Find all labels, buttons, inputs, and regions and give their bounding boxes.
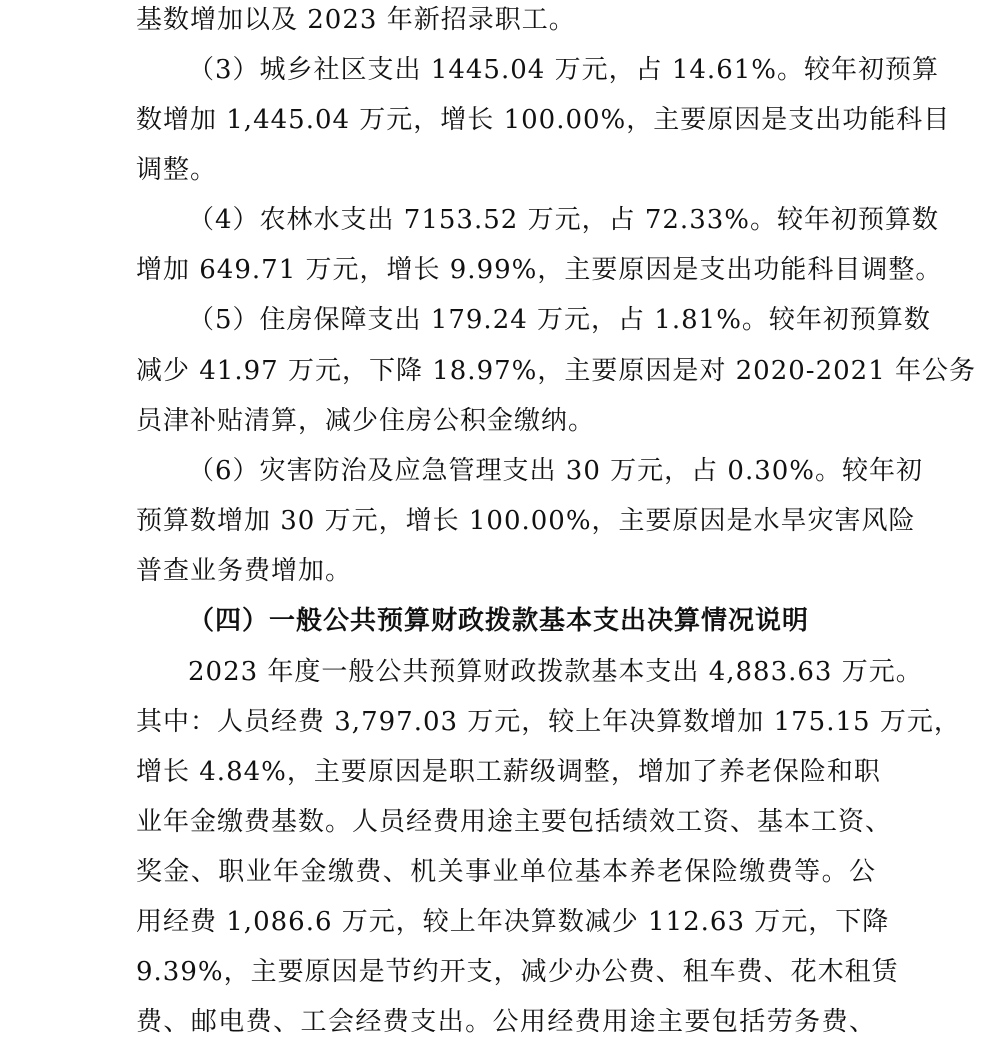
text-line: 其中：人员经费 3,797.03 万元，较上年决算数增加 175.15 万元，: [136, 707, 961, 737]
text-line: 9.39%，主要原因是节约开支，减少办公费、租车费、花木租赁: [136, 957, 899, 987]
text-line: 普查业务费增加。: [136, 556, 353, 586]
text-line: 2023 年度一般公共预算财政拨款基本支出 4,883.63 万元。: [188, 657, 923, 687]
text-line: （3）城乡社区支出 1445.04 万元，占 14.61%。较年初预算: [188, 55, 939, 85]
text-line: （4）农林水支出 7153.52 万元，占 72.33%。较年初预算数: [188, 205, 939, 235]
text-line: 预算数增加 30 万元，增长 100.00%，主要原因是水旱灾害风险: [136, 506, 916, 536]
text-line: 基数增加以及 2023 年新招录职工。: [136, 5, 576, 35]
text-line: 调整。: [136, 155, 218, 185]
text-line: 增加 649.71 万元，增长 9.99%，主要原因是支出功能科目调整。: [136, 255, 943, 285]
text-line: 业年金缴费基数。人员经费用途主要包括绩效工资、基本工资、: [136, 807, 893, 837]
text-line: 减少 41.97 万元，下降 18.97%，主要原因是对 2020-2021 年公务: [136, 356, 977, 386]
text-line: 员津补贴清算，减少住房公积金缴纳。: [136, 406, 596, 436]
text-line: （6）灾害防治及应急管理支出 30 万元，占 0.30%。较年初: [188, 456, 924, 486]
text-line: 费、邮电费、工会经费支出。公用经费用途主要包括劳务费、: [136, 1007, 876, 1037]
text-line: 奖金、职业年金缴费、机关事业单位基本养老保险缴费等。公: [136, 857, 876, 887]
text-line: 用经费 1,086.6 万元，较上年决算数减少 112.63 万元，下降: [136, 907, 890, 937]
text-line: 数增加 1,445.04 万元，增长 100.00%，主要原因是支出功能科目: [136, 105, 951, 135]
text-line: （5）住房保障支出 179.24 万元，占 1.81%。较年初预算数: [188, 305, 931, 335]
text-line: 增长 4.84%，主要原因是职工薪级调整，增加了养老保险和职: [136, 757, 881, 787]
section-heading: （四）一般公共预算财政拨款基本支出决算情况说明: [188, 606, 810, 636]
